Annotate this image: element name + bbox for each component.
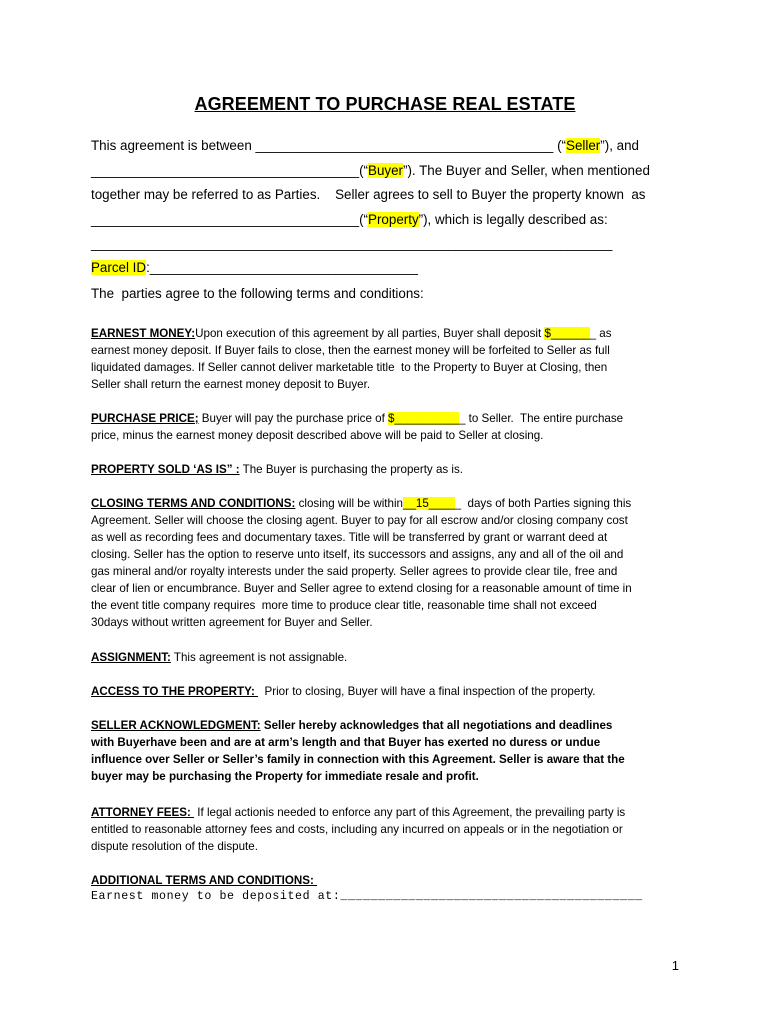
closing-line-6: clear of lien or encumbrance. Buyer and Seller agree to extend closing for a reasonable amount of time in — [91, 582, 632, 595]
terms-intro: The parties agree to the following terms and conditions: — [91, 286, 424, 301]
ack-line-4: buyer may be purchasing the Property for immediate resale and profit. — [91, 770, 479, 783]
assignment-line — [91, 651, 347, 664]
earnest-text: Upon execution of this agreement by all parties, Buyer shall deposit — [195, 327, 545, 340]
earnest-text: _ as — [589, 327, 612, 340]
asis-heading: PROPERTY SOLD ‘AS IS” : — [91, 463, 240, 476]
earnest-line-3: liquidated damages. If Seller cannot deliver marketable title to the Property to Buyer at Closing, then — [91, 361, 608, 374]
closing-line-7: the event title company requires more time to produce clear title, reasonable time shall not exceed — [91, 599, 597, 612]
parcel-id-blank: :____________________________________ — [146, 260, 418, 275]
attorney-line-3: dispute resolution of the dispute. — [91, 840, 258, 853]
assignment-heading: ASSIGNMENT: — [91, 651, 171, 664]
access-line — [91, 685, 596, 698]
parcel-id-label: Parcel ID — [91, 260, 147, 275]
attorney-line-1 — [91, 806, 625, 819]
ack-line-3: influence over Seller or Seller’s family in connection with this Agreement. Seller is aware that the — [91, 753, 625, 766]
intro-line-3: together may be referred to as Parties. Seller agrees to sell to Buyer the property known as — [91, 187, 646, 202]
buyer-term: Buyer — [368, 163, 404, 178]
attorney-line-2: entitled to reasonable attorney fees and costs, including any incurred on appeals or in the negotiation or — [91, 823, 623, 836]
intro-text: This agreement is between ________________________________________ (“ — [91, 138, 567, 153]
document-title: AGREEMENT TO PURCHASE REAL ESTATE — [194, 94, 576, 114]
intro-text: ”), and — [600, 138, 639, 153]
earnest-heading: EARNEST MONEY: — [91, 327, 196, 340]
earnest-line-2: earnest money deposit. If Buyer fails to close, then the earnest money will be forfeited to Seller as full — [91, 344, 610, 357]
page-number: 1 — [671, 958, 679, 973]
price-text: Buyer will pay the purchase price of — [198, 412, 389, 425]
closing-line-5: gas mineral and/or royalty interests under the said property. Seller agrees to provide clear tile, free and — [91, 565, 618, 578]
intro-line-1 — [91, 138, 639, 153]
additional-heading: ADDITIONAL TERMS AND CONDITIONS: — [91, 874, 318, 887]
asis-text: The Buyer is purchasing the property as is. — [239, 463, 464, 476]
intro-line-4 — [91, 212, 608, 227]
closing-text: _ days of both Parties signing this — [454, 497, 632, 510]
price-heading: PURCHASE PRICE; — [91, 412, 199, 425]
intro-text: ”). The Buyer and Seller, when mentioned — [403, 163, 650, 178]
ack-line-1 — [91, 719, 612, 732]
access-text: Prior to closing, Buyer will have a final inspection of the property. — [258, 685, 596, 698]
parcel-id-line — [91, 260, 418, 275]
ack-heading: SELLER ACKNOWLEDGMENT: — [91, 719, 261, 732]
closing-line-4: closing. Seller has the option to reserve unto itself, its successors and assigns, any and all of the oil and — [91, 548, 624, 561]
price-text: _ to Seller. The entire purchase — [458, 412, 624, 425]
attorney-text: If legal actionis needed to enforce any part of this Agreement, the prevailing party is — [194, 806, 626, 819]
seller-term: Seller — [566, 138, 601, 153]
intro-text: ”), which is legally described as: — [418, 212, 608, 227]
ack-text: Seller hereby acknowledges that all negotiations and deadlines — [260, 719, 613, 732]
property-term: Property — [368, 212, 419, 227]
earnest-amount: $______ — [544, 327, 590, 340]
additional-line-1: Earnest money to be deposited at:________________________________________ — [91, 890, 643, 903]
intro-text: ____________________________________(“ — [91, 212, 369, 227]
earnest-line-1 — [91, 327, 612, 340]
ack-line-2: with Buyerhave been and are at arm’s length and that Buyer has exerted no duress or undue — [91, 736, 601, 749]
closing-text: closing will be within — [295, 497, 404, 510]
closing-heading: CLOSING TERMS AND CONDITIONS: — [91, 497, 296, 510]
closing-line-3: as well as recording fees and documentary taxes. Title will be transferred by grant or warrant deed at — [91, 531, 608, 544]
access-heading: ACCESS TO THE PROPERTY: — [91, 685, 259, 698]
price-amount: $__________ — [388, 412, 459, 425]
legal-description-blank: ______________________________________________________________________ — [91, 236, 613, 251]
closing-line-8: 30days without written agreement for Buyer and Seller. — [91, 616, 373, 629]
price-line-1 — [91, 412, 623, 425]
intro-line-2 — [91, 163, 650, 178]
attorney-heading: ATTORNEY FEES: — [91, 806, 195, 819]
closing-line-2: Agreement. Seller will choose the closing agent. Buyer to pay for all escrow and/or closing company cost — [91, 514, 628, 527]
price-line-2: price, minus the earnest money deposit described above will be paid to Seller at closing. — [91, 429, 544, 442]
asis-line — [91, 463, 463, 476]
earnest-line-4: Seller shall return the earnest money deposit to Buyer. — [91, 378, 371, 391]
intro-text: ____________________________________(“ — [91, 163, 369, 178]
assignment-text: This agreement is not assignable. — [170, 651, 348, 664]
closing-line-1 — [91, 497, 631, 510]
closing-days: __15____ — [403, 497, 455, 510]
